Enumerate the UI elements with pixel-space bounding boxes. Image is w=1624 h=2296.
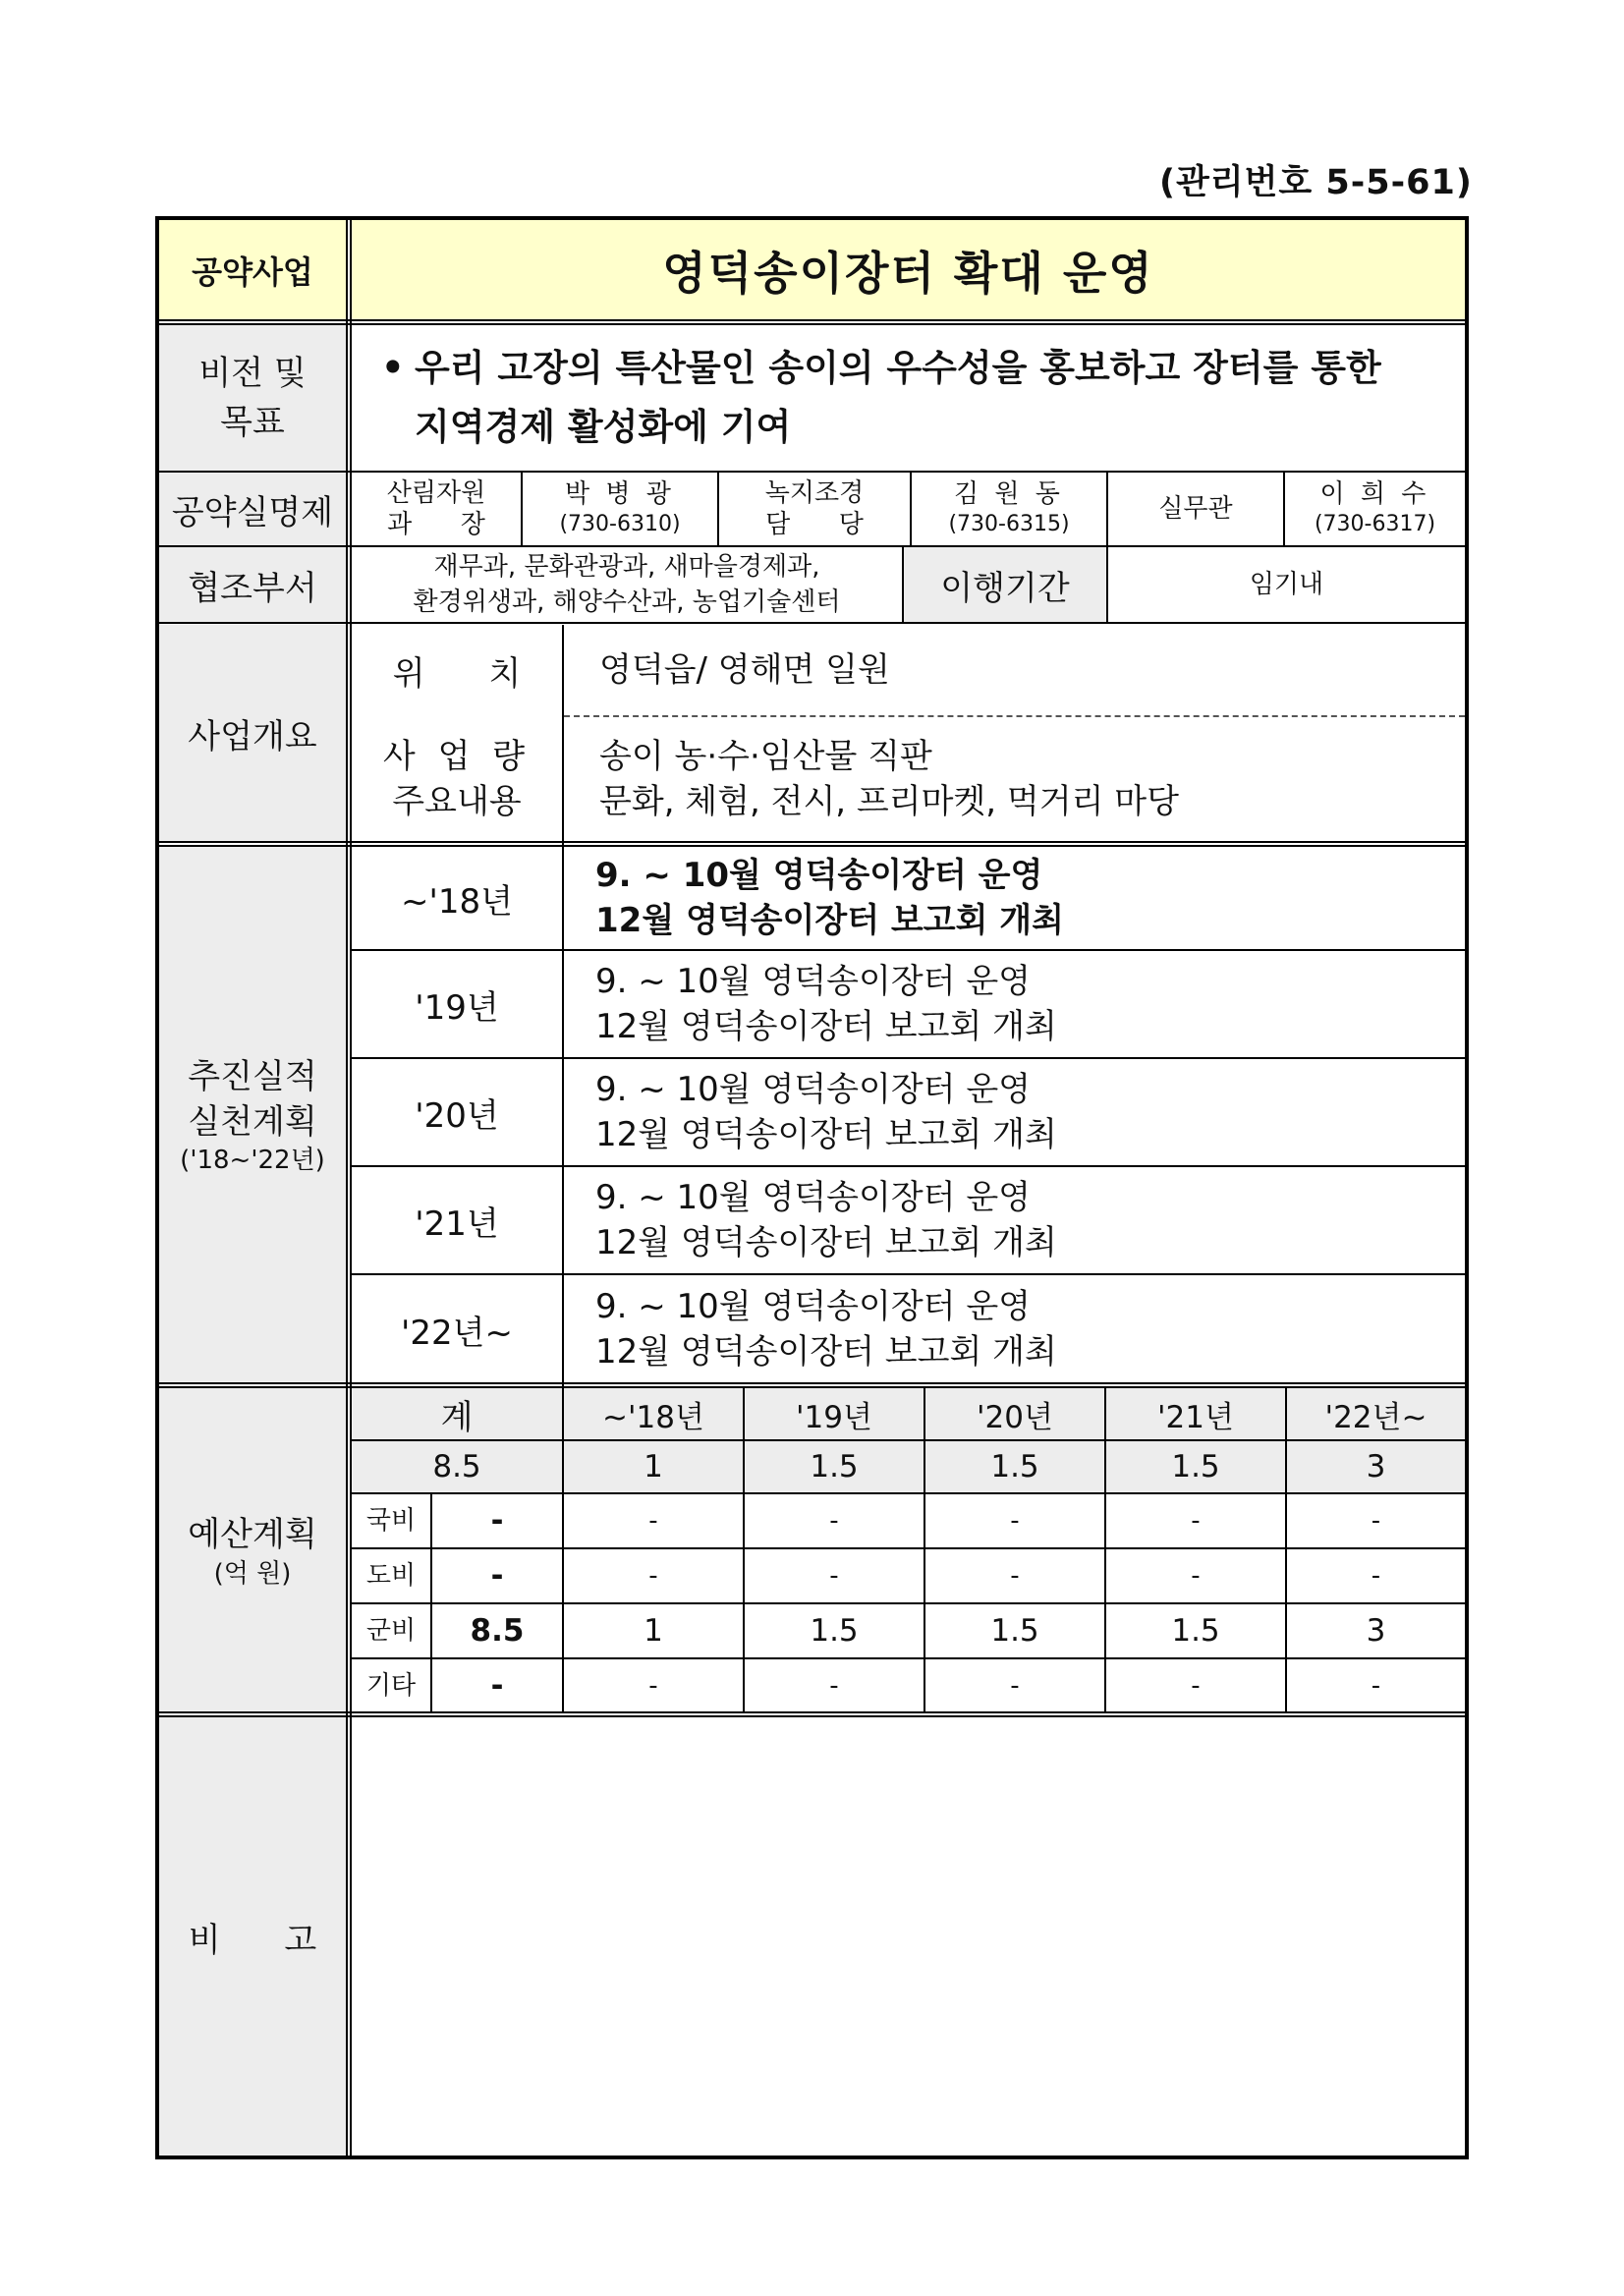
officer-2-role-line2: 담 당	[765, 510, 864, 539]
header-label: 공약사업	[159, 220, 346, 319]
budget-value: -	[648, 1671, 658, 1701]
budget-value: -	[829, 1506, 839, 1536]
budget-value: 3	[1366, 1613, 1386, 1649]
volume-label-line2: 주요내용	[392, 782, 522, 821]
divider	[1283, 473, 1285, 545]
remarks-content	[352, 1717, 1465, 2156]
budget-total: 8.5	[352, 1441, 562, 1492]
period-value: 임기내	[1249, 570, 1324, 599]
officer-1	[523, 473, 717, 545]
budget-value: -	[1010, 1506, 1020, 1536]
budget-value: -	[490, 1668, 504, 1704]
cooperation-line1: 재무과, 문화관광과, 새마을경제과,	[433, 552, 820, 582]
performance-line2: 12월 영덕송이장터 보고회 개최	[595, 1332, 1057, 1372]
budget-header: '20년	[925, 1388, 1104, 1439]
volume-content	[564, 717, 1465, 841]
volume-line2: 문화, 체험, 전시, 프리마켓, 먹거리 마당	[599, 782, 1179, 821]
budget-value: -	[1191, 1561, 1201, 1591]
budget-label	[159, 1388, 346, 1712]
performance-line2: 12월 영덕송이장터 보고회 개최	[595, 1223, 1057, 1262]
budget-value: -	[490, 1503, 504, 1539]
divider	[352, 1273, 1465, 1275]
divider	[352, 1439, 1465, 1441]
divider	[352, 1547, 1465, 1549]
officer-3-role: 실무관	[1158, 494, 1233, 524]
divider	[924, 1388, 925, 1712]
budget-value: -	[1010, 1561, 1020, 1591]
budget-total: 1.5	[745, 1441, 924, 1492]
cooperation-line2: 환경위생과, 해양수산과, 농업기술센터	[413, 588, 841, 617]
performance-line1: 9. ~ 10월 영덕송이장터 운영	[595, 856, 1043, 895]
budget-total: 1.5	[925, 1441, 1104, 1492]
cooperation-departments	[352, 547, 902, 622]
budget-total: 1.5	[1106, 1441, 1285, 1492]
divider	[159, 841, 1465, 847]
officer-1-role	[352, 473, 521, 545]
budget-label-line2: (억 원)	[213, 1559, 292, 1589]
budget-value: -	[829, 1671, 839, 1701]
officer-2-role-line1: 녹지조경	[764, 478, 865, 508]
location-value: 영덕읍/ 영해면 일원	[599, 650, 890, 690]
volume-label	[352, 717, 562, 841]
performance-label-line1: 추진실적	[188, 1057, 317, 1096]
divider	[743, 1388, 745, 1712]
budget-value: -	[1191, 1671, 1201, 1701]
divider	[902, 547, 904, 622]
divider	[352, 1057, 1465, 1059]
management-number: (관리번호 5-5-61)	[1159, 163, 1473, 202]
remarks-label: 비 고	[159, 1717, 346, 2156]
budget-header: '19년	[745, 1388, 924, 1439]
divider	[521, 473, 523, 545]
officer-1-name: 박 병 광	[565, 479, 675, 509]
performance-label-line2: 실천계획	[188, 1102, 317, 1142]
vision-content	[352, 325, 1465, 471]
divider	[1106, 473, 1108, 622]
vision-label-line1: 비전 및	[198, 354, 307, 393]
performance-year: '19년	[415, 987, 499, 1028]
performance-year: ~'18년	[401, 881, 513, 922]
divider	[159, 1711, 1465, 1717]
budget-source: 도비	[365, 1561, 417, 1591]
divider	[352, 949, 1465, 951]
location-label: 위 치	[392, 653, 522, 694]
performance-detail	[564, 847, 1465, 949]
divider	[1285, 1388, 1287, 1712]
budget-value: -	[829, 1561, 839, 1591]
budget-value: -	[1371, 1671, 1381, 1701]
budget-total: 3	[1287, 1441, 1465, 1492]
vision-line1: 우리 고장의 특산물인 송이의 우수성을 홍보하고 장터를 통한	[415, 347, 1381, 389]
divider	[352, 1602, 1465, 1604]
volume-line1: 송이 농·수·임산물 직판	[599, 737, 932, 776]
budget-value: -	[648, 1506, 658, 1536]
divider	[159, 1382, 1465, 1388]
bullet-icon: •	[381, 347, 405, 389]
performance-detail	[564, 1059, 1465, 1165]
budget-header: ~'18년	[564, 1388, 743, 1439]
officer-1-role-line2: 과 장	[387, 510, 485, 539]
performance-year: '21년	[415, 1204, 499, 1244]
budget-source: 기타	[365, 1671, 417, 1701]
budget-source: 군비	[365, 1616, 417, 1646]
performance-line2: 12월 영덕송이장터 보고회 개최	[595, 1115, 1057, 1154]
divider	[159, 319, 1465, 325]
overview-label: 사업개요	[159, 625, 346, 841]
budget-header: 계	[352, 1388, 562, 1439]
officer-2	[912, 473, 1106, 545]
divider	[159, 545, 1465, 547]
dashed-divider	[564, 715, 1465, 717]
performance-year: '20년	[415, 1095, 499, 1136]
performance-line1: 9. ~ 10월 영덕송이장터 운영	[595, 1178, 1032, 1217]
divider	[1104, 1388, 1106, 1712]
budget-value: 1.5	[990, 1613, 1039, 1649]
budget-total: 1	[564, 1441, 743, 1492]
volume-label-line1: 사 업 량	[382, 737, 532, 776]
budget-value: -	[490, 1558, 504, 1594]
performance-line1: 9. ~ 10월 영덕송이장터 운영	[595, 962, 1032, 1001]
budget-value: -	[1371, 1561, 1381, 1591]
officer-1-phone: (730-6310)	[559, 512, 681, 536]
divider	[346, 220, 352, 2156]
officer-3-name: 이 희 수	[1319, 479, 1430, 509]
vision-line2: 지역경제 활성화에 기여	[415, 406, 792, 448]
performance-line2: 12월 영덕송이장터 보고회 개최	[595, 901, 1064, 940]
vision-label	[159, 325, 346, 471]
divider	[352, 1657, 1465, 1659]
performance-detail	[564, 1275, 1465, 1383]
divider	[352, 1165, 1465, 1167]
budget-value: 8.5	[470, 1613, 525, 1649]
cooperation-label: 협조부서	[159, 547, 346, 622]
budget-value: 1	[644, 1613, 663, 1649]
vision-label-line2: 목표	[220, 403, 285, 442]
page-title: 영덕송이장터 확대 운영	[352, 220, 1465, 319]
divider	[910, 473, 912, 545]
performance-detail	[564, 1167, 1465, 1273]
budget-value: 1.5	[810, 1613, 859, 1649]
officer-2-name: 김 원 동	[954, 479, 1064, 509]
performance-label-line3: ('18~'22년)	[180, 1146, 325, 1175]
officer-3	[1285, 473, 1465, 545]
divider	[352, 1492, 1465, 1494]
performance-line2: 12월 영덕송이장터 보고회 개최	[595, 1007, 1057, 1046]
officer-1-role-line1: 산림자원	[386, 478, 486, 508]
divider	[430, 1494, 432, 1712]
budget-value: -	[1371, 1506, 1381, 1536]
budget-label-line1: 예산계획	[188, 1515, 317, 1554]
budget-source: 국비	[365, 1506, 417, 1536]
performance-label	[159, 847, 346, 1383]
officer-2-phone: (730-6315)	[948, 512, 1070, 536]
performance-line1: 9. ~ 10월 영덕송이장터 운영	[595, 1287, 1032, 1326]
performance-line1: 9. ~ 10월 영덕송이장터 운영	[595, 1070, 1032, 1109]
budget-value: -	[1010, 1671, 1020, 1701]
budget-value: -	[648, 1561, 658, 1591]
performance-detail	[564, 951, 1465, 1057]
officer-3-phone: (730-6317)	[1314, 512, 1436, 536]
divider	[159, 471, 1465, 473]
divider	[562, 625, 564, 1712]
budget-value: 1.5	[1171, 1613, 1220, 1649]
budget-value: -	[1191, 1506, 1201, 1536]
officers-label: 공약실명제	[159, 473, 346, 545]
period-label: 이행기간	[904, 547, 1106, 622]
budget-header: '22년~	[1287, 1388, 1465, 1439]
divider	[717, 473, 719, 545]
performance-year: '22년~	[401, 1313, 513, 1353]
budget-header: '21년	[1106, 1388, 1285, 1439]
divider	[159, 622, 1465, 624]
officer-2-role	[719, 473, 910, 545]
